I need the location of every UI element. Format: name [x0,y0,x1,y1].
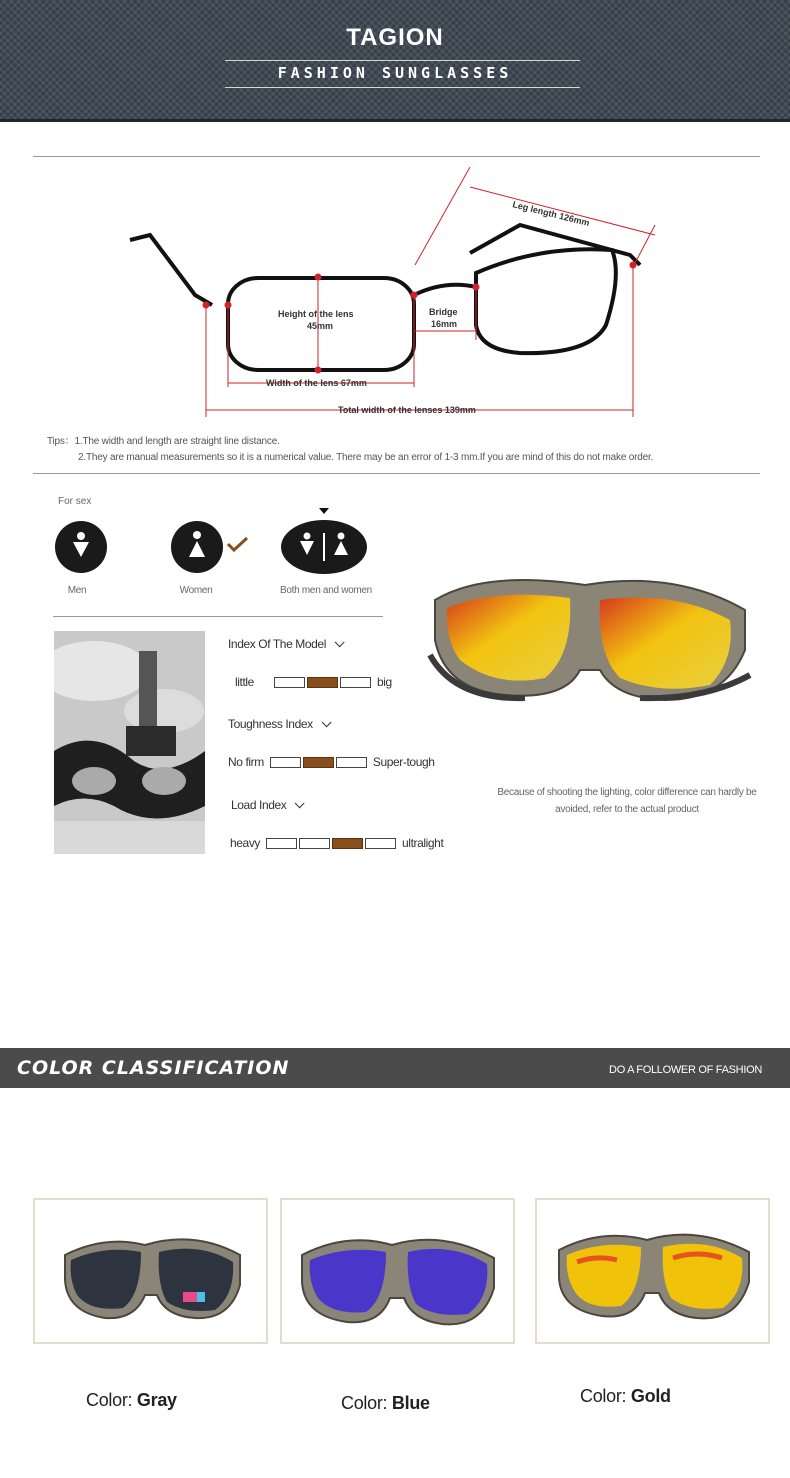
scale-box [299,838,330,849]
check-icon [228,538,247,550]
color-label-gray: Color: Gray [86,1390,177,1410]
measurement-tips [47,434,653,466]
scale-box-active [332,838,363,849]
color-classification-bar [0,1048,790,1088]
men-icon [54,520,108,574]
color-classification-title: COLOR CLASSIFICATION [17,1057,290,1079]
toughness-index-title: Toughness Index [228,717,328,731]
scale-box-active [303,757,334,768]
color-classification-slogan: DO A FOLLOWER OF FASHION [609,1064,762,1076]
bridge-frame [414,285,476,295]
pointer-arrow-icon [319,508,329,514]
header-banner [0,0,790,122]
toughness-index-scale [228,755,435,769]
model-index-scale [235,675,392,689]
chevron-down-icon [295,798,305,808]
load-index-scale [230,836,443,850]
craft-photo [54,631,205,854]
bridge-value: 16mm [431,319,458,329]
sunglasses-gold-image [537,1200,768,1342]
women-icon [170,520,250,574]
product-photo-gold [425,560,755,710]
sex-option-women: Women [179,585,213,596]
scale-box [270,757,301,768]
left-temple-arm [130,235,212,305]
lens-width-label: Width of the lens 67mm [266,378,367,388]
color-card-blue[interactable] [280,1198,515,1344]
lens-height-label: Height of the lens [278,309,354,319]
scale-left-label: heavy [230,836,261,850]
chevron-down-icon [335,637,345,647]
color-label-gold: Color: Gold [580,1386,671,1406]
brand-title: TAGION [346,24,444,51]
for-sex-title: For sex [58,496,92,507]
leg-length-line-a [415,167,470,265]
scale-box-active [307,677,338,688]
bridge-label: Bridge [429,307,458,317]
color-label-blue: Color: Blue [341,1393,430,1413]
load-index-title: Load Index [231,798,301,812]
frame-dimension-diagram [0,155,790,435]
right-lens-frame [476,249,616,353]
scale-right-label: ultralight [402,836,444,850]
color-card-gray[interactable] [33,1198,268,1344]
sunglasses-blue-image [282,1200,513,1342]
scale-left-label: No firm [228,755,264,769]
leg-length-label: Leg length 126mm [511,199,591,229]
banner-divider-top [225,60,580,61]
sunglasses-gray-image [35,1200,266,1342]
model-index-title: Index Of The Model [228,637,341,651]
scale-box [266,838,297,849]
tips-line-2: 2.They are manual measurements so it is a numerical value. There may be an error of 1-3 mm.If you are mind of this do not make order. [78,452,654,463]
scale-box [274,677,305,688]
scale-left-label: little [235,675,254,689]
scale-box [340,677,371,688]
unisex-icon [280,506,368,576]
section-divider [33,473,760,474]
tips-line-1: 1.The width and length are straight line distance. [74,436,280,447]
tips-prefix: Tips： [47,436,75,447]
banner-divider-bottom [225,87,580,88]
scale-box [336,757,367,768]
brand-subtitle: FASHION SUNGLASSES [277,64,513,82]
sex-option-both: Both men and women [280,585,372,596]
total-width-label: Total width of the lenses 139mm [338,405,476,415]
scale-right-label: Super-tough [372,755,435,769]
scale-box [365,838,396,849]
color-difference-note: Because of shooting the lighting, color difference can hardly be avoided, refer to the actual product [497,787,757,815]
lens-height-value: 45mm [307,321,334,331]
color-card-gold[interactable] [535,1198,770,1344]
section-divider [53,616,383,617]
scale-right-label: big [376,675,392,689]
chevron-down-icon [321,717,331,727]
sex-option-men: Men [67,585,87,596]
